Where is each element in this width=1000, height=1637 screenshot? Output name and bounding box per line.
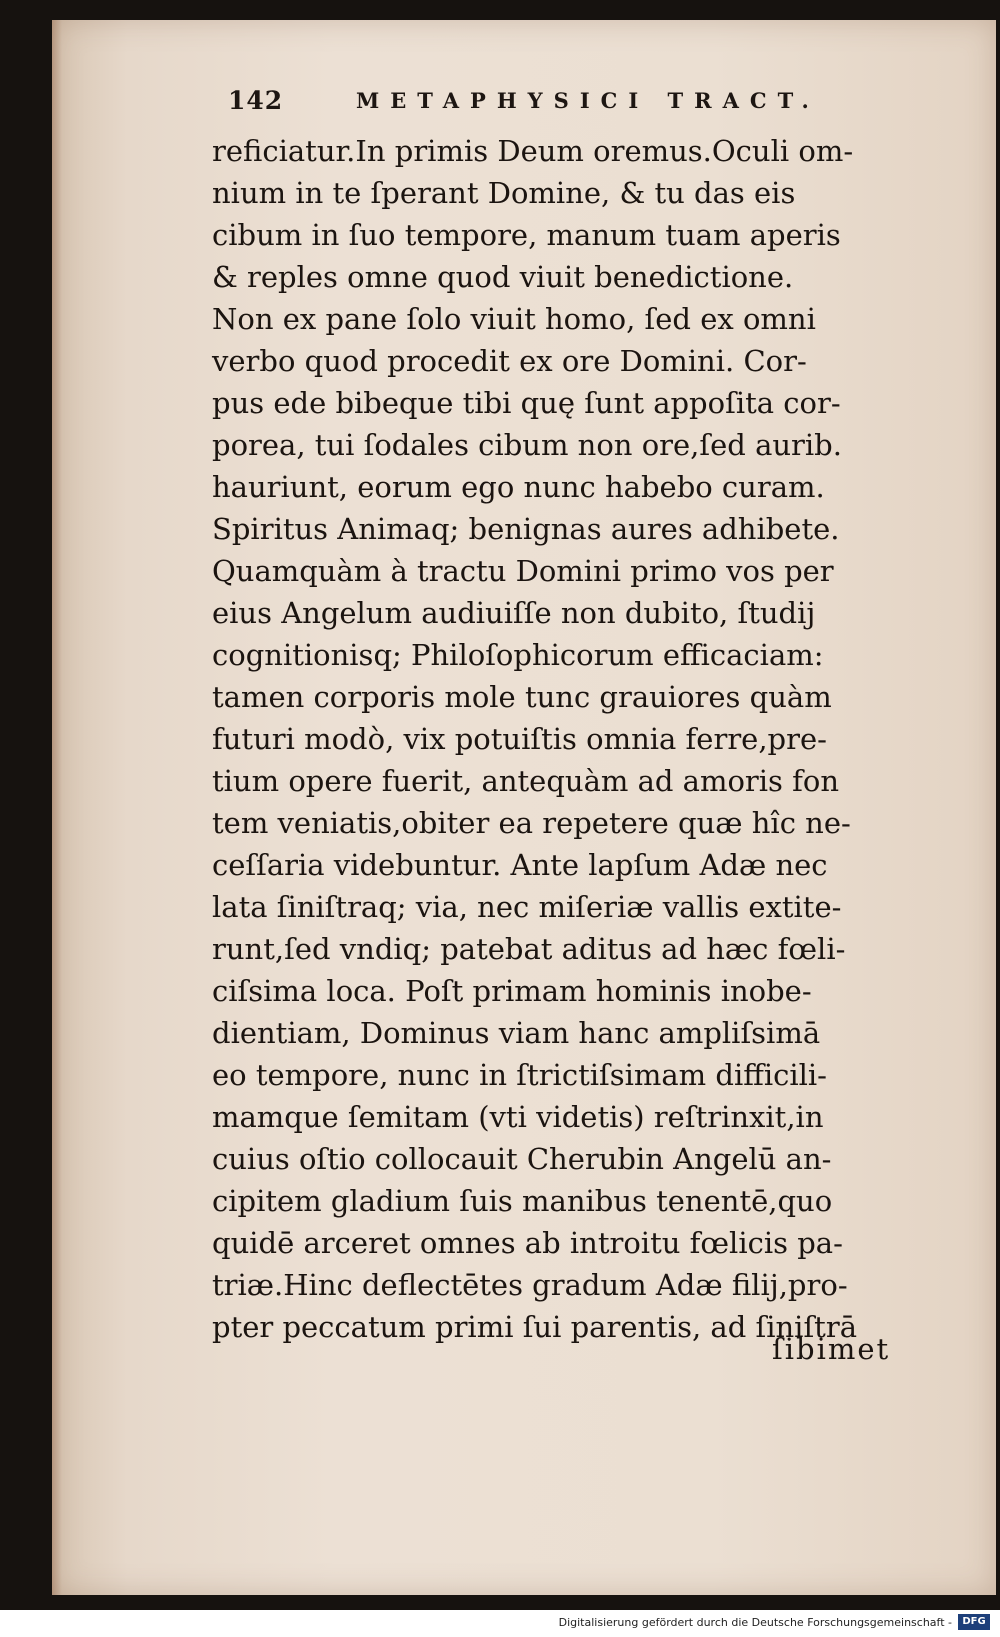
page-number: 142 <box>228 86 284 115</box>
text-line: cibum in ſuo tempore, manum tuam aperis <box>212 218 841 252</box>
text-line: lata ſiniſtraq; via, nec miſeriæ vallis extite- <box>212 890 842 924</box>
text-line: triæ.Hinc deflectētes gradum Adæ filij,pro- <box>212 1268 848 1302</box>
text-line: tium opere fuerit, antequàm ad amoris fon <box>212 764 840 798</box>
text-line: cipitem gladium ſuis manibus tenentē,quo <box>212 1184 833 1218</box>
text-line: quidē arceret omnes ab introitu fœlicis pa- <box>212 1226 843 1260</box>
text-line: cuius oſtio collocauit Cherubin Angelū an- <box>212 1142 832 1176</box>
text-line: eo tempore, nunc in ſtrictiſsimam difficili- <box>212 1058 827 1092</box>
dfg-logo: DFG <box>958 1614 990 1630</box>
text-line: pter peccatum primi ſui parentis, ad ſiniſtrā <box>212 1310 857 1344</box>
running-head: METAPHYSICI TRACT. <box>356 88 820 113</box>
text-line: nium in te ſperant Domine, & tu das eis <box>212 176 796 210</box>
text-line: & reples omne quod viuit benedictione. <box>212 260 794 294</box>
text-line: hauriunt, eorum ego nunc habebo curam. <box>212 470 825 504</box>
text-line: verbo quod procedit ex ore Domini. Cor- <box>212 344 807 378</box>
catchword: ſibimet <box>772 1332 891 1366</box>
text-line: porea, tui ſodales cibum non ore,ſed aurib. <box>212 428 842 462</box>
text-line: cognitionisq; Philoſophicorum efficaciam: <box>212 638 824 672</box>
text-line: tem veniatis,obiter ea repetere quæ hîc ne- <box>212 806 851 840</box>
body-text <box>212 130 932 1348</box>
text-line: ceſſaria videbuntur. Ante lapſum Adæ nec <box>212 848 828 882</box>
text-line: mamque ſemitam (vti videtis) reſtrinxit,in <box>212 1100 824 1134</box>
text-line: reficiatur.In primis Deum oremus.Oculi om- <box>212 134 854 168</box>
text-line: pus ede bibeque tibi quę ſunt appoſita cor- <box>212 386 841 420</box>
text-line: futuri modò, vix potuiſtis omnia ferre,pre- <box>212 722 827 756</box>
text-line: ciſsima loca. Poſt primam hominis inobe- <box>212 974 812 1008</box>
text-line: eius Angelum audiuiſſe non dubito, ſtudij <box>212 596 816 630</box>
text-line: Quamquàm à tractu Domini primo vos per <box>212 554 834 588</box>
page-header <box>228 86 908 122</box>
text-line: tamen corporis mole tunc grauiores quàm <box>212 680 832 714</box>
text-line: Non ex pane ſolo viuit homo, ſed ex omni <box>212 302 816 336</box>
text-line: Spiritus Animaq; benignas aures adhibete. <box>212 512 840 546</box>
text-line: runt,ſed vndiq; patebat aditus ad hæc fœli- <box>212 932 846 966</box>
digitization-credit: Digitalisierung gefördert durch die Deutsche Forschungsgemeinschaft - <box>558 1616 952 1629</box>
text-line: dientiam, Dominus viam hanc ampliſsimā <box>212 1016 821 1050</box>
page-gutter-shadow <box>52 20 62 1595</box>
